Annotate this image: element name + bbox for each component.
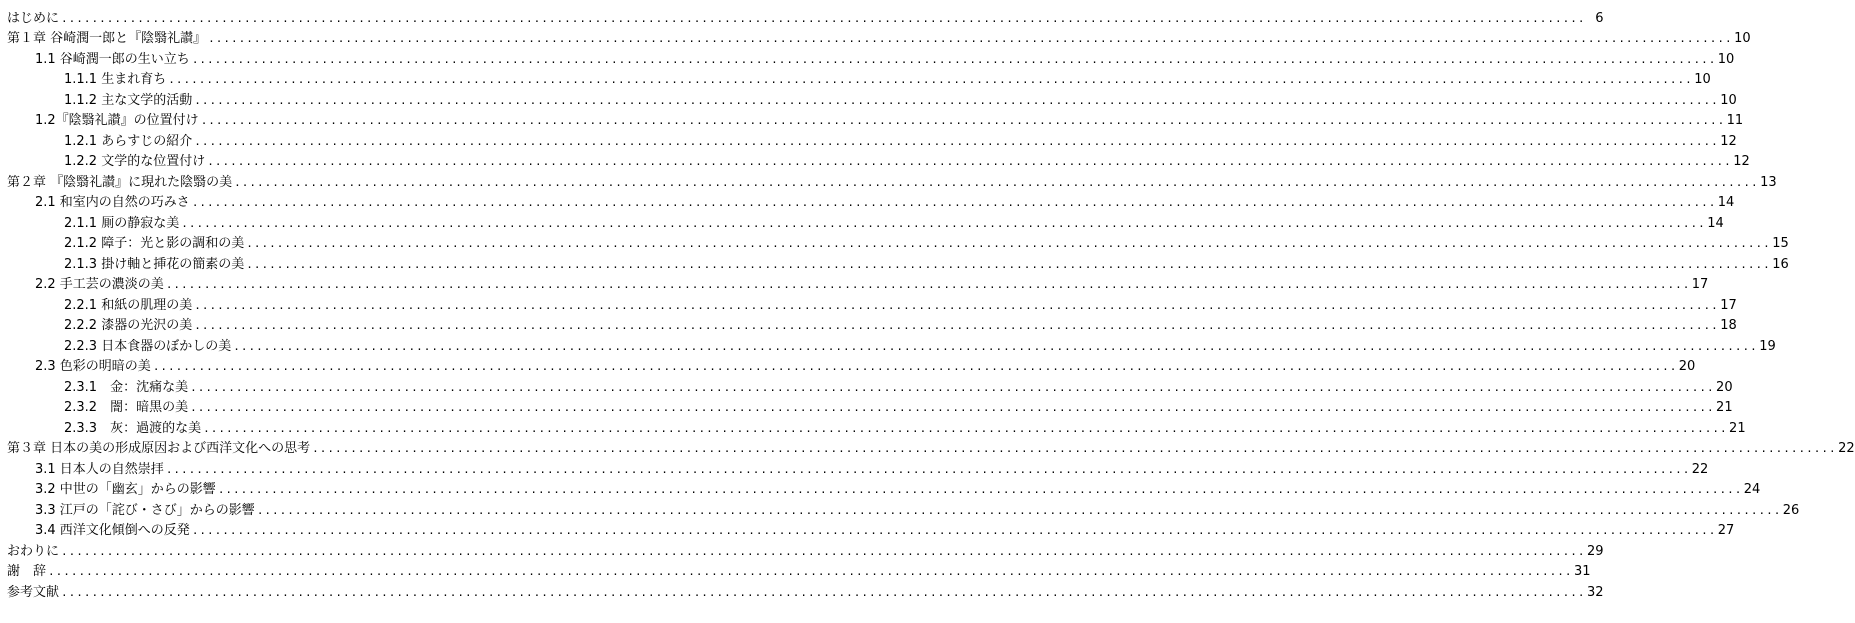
toc-entry-page-number: 16	[1772, 256, 1789, 272]
toc-entry[interactable]	[0, 313, 1737, 334]
toc-dot-leader: ........................................................................................................................................................................................................	[194, 93, 1719, 107]
toc-dot-leader: ........................................................................................................................................................................................................	[61, 585, 1586, 599]
toc-entry[interactable]	[0, 128, 1737, 149]
toc-dot-leader: ........................................................................................................................................................................................................	[256, 503, 1782, 517]
toc-entry[interactable]	[0, 333, 1776, 354]
toc-dot-leader: ........................................................................................................................................................................................................	[191, 524, 1717, 537]
toc-entry-title: 第２章 『陰翳礼讃』に現れた陰翳の美	[7, 174, 233, 190]
toc-entry-page-number: 18	[1720, 318, 1737, 333]
toc-entry[interactable]	[0, 169, 1777, 190]
toc-entry-page-number: 31	[1573, 564, 1591, 579]
toc-entry-title: 3.3 江戸の「詫び・さび」からの影響	[35, 502, 255, 518]
toc-entry[interactable]	[0, 26, 1751, 47]
toc-dot-leader: ........................................................................................................................................................................................................	[203, 421, 1728, 435]
toc-entry-page-number: 11	[1726, 113, 1744, 128]
toc-entry-title: 2.2.2 漆器の光沢の美	[64, 318, 193, 333]
toc-dot-leader: ........................................................................................................................................................................................................	[61, 11, 1586, 25]
toc-entry-title: 3.1 日本人の自然崇拝	[35, 461, 164, 477]
toc-entry-page-number: 21	[1716, 400, 1733, 415]
toc-entry[interactable]	[0, 149, 1750, 170]
toc-entry-title: 2.1 和室内の自然の巧みさ	[35, 195, 190, 210]
toc-entry[interactable]	[0, 87, 1737, 108]
toc-dot-leader: ........................................................................................................................................................................................................	[194, 134, 1719, 148]
toc-entry-title: 第３章 日本の美の形成原因および西洋文化への思考	[7, 441, 311, 456]
toc-entry-page-number: 10	[1694, 72, 1711, 87]
toc-dot-leader: ........................................................................................................................................................................................................	[61, 544, 1586, 558]
toc-dot-leader: ........................................................................................................................................................................................................	[48, 565, 1573, 578]
toc-entry[interactable]	[0, 354, 1696, 375]
toc-dot-leader: ........................................................................................................................................................................................................	[217, 483, 1743, 496]
toc-dot-leader: ........................................................................................................................................................................................................	[234, 175, 1759, 189]
toc-dot-leader: ........................................................................................................................................................................................................	[312, 442, 1837, 455]
toc-entry-page-number: 12	[1720, 133, 1737, 149]
toc-entry-title: 2.3.2 闇：暗黒の美	[64, 400, 189, 415]
toc-entry-page-number: 29	[1586, 543, 1604, 559]
toc-entry-page-number: 27	[1717, 523, 1735, 538]
toc-entry[interactable]	[0, 67, 1711, 88]
toc-entry[interactable]	[0, 190, 1735, 211]
toc-entry-title: 2.2.1 和紙の肌理の美	[64, 297, 193, 313]
toc-entry-title: 1.2.1 あらすじの紹介	[64, 133, 193, 149]
toc-entry[interactable]	[0, 559, 1591, 580]
toc-dot-leader: ........................................................................................................................................................................................................	[191, 196, 1717, 209]
table-of-contents	[0, 5, 1855, 600]
toc-dot-leader: ........................................................................................................................................................................................................	[208, 32, 1733, 45]
toc-dot-leader: ........................................................................................................................................................................................................	[190, 401, 1715, 414]
toc-entry-page-number: 20	[1716, 379, 1733, 395]
toc-dot-leader: ........................................................................................................................................................................................................	[246, 257, 1771, 271]
toc-entry-page-number: 17	[1720, 297, 1737, 313]
toc-entry-title: 3.4 西洋文化傾倒への反発	[35, 523, 190, 538]
toc-entry-page-number: 13	[1760, 174, 1777, 190]
toc-entry-title: 2.1.1 厠の静寂な美	[64, 215, 180, 231]
toc-entry-title: 1.2『陰翳礼讃』の位置付け	[35, 113, 199, 128]
toc-entry-page-number: 19	[1759, 338, 1776, 354]
toc-entry-page-number: 17	[1691, 277, 1709, 292]
toc-entry-page-number: 6	[1595, 10, 1604, 26]
toc-dot-leader: ........................................................................................................................................................................................................	[194, 298, 1719, 312]
toc-dot-leader: ........................................................................................................................................................................................................	[246, 237, 1771, 250]
toc-entry[interactable]	[0, 456, 1709, 477]
toc-entry-page-number: 26	[1782, 502, 1800, 518]
toc-entry[interactable]	[0, 231, 1789, 252]
toc-dot-leader: ........................................................................................................................................................................................................	[233, 339, 1758, 353]
toc-entry[interactable]	[0, 538, 1604, 559]
toc-entry[interactable]	[0, 395, 1733, 416]
toc-entry-page-number: 10	[1720, 92, 1737, 108]
toc-entry[interactable]	[0, 579, 1604, 600]
toc-entry[interactable]	[0, 415, 1746, 436]
toc-dot-leader: ........................................................................................................................................................................................................	[168, 73, 1693, 86]
toc-dot-leader: ........................................................................................................................................................................................................	[190, 380, 1715, 394]
toc-entry-title: 2.3 色彩の明暗の美	[35, 359, 151, 374]
toc-entry[interactable]	[0, 374, 1733, 395]
toc-dot-leader: ........................................................................................................................................................................................................	[191, 52, 1717, 66]
toc-entry-title: 2.1.2 障子：光と影の調和の美	[64, 236, 245, 251]
toc-entry[interactable]	[0, 251, 1789, 272]
toc-entry-title: 1.1 谷崎潤一郎の生い立ち	[35, 51, 190, 67]
toc-entry-page-number: 21	[1729, 420, 1746, 436]
toc-entry[interactable]	[0, 518, 1735, 539]
toc-entry-title: 2.2.3 日本食器のぼかしの美	[64, 338, 232, 354]
toc-entry-page-number: 10	[1717, 51, 1735, 67]
toc-entry-page-number: 14	[1717, 195, 1735, 210]
toc-entry-title: 参考文献	[7, 584, 60, 600]
toc-entry[interactable]	[0, 210, 1724, 231]
toc-entry[interactable]	[0, 497, 1800, 518]
toc-entry-page-number: 32	[1586, 584, 1604, 600]
toc-dot-leader: ........................................................................................................................................................................................................	[207, 155, 1732, 168]
toc-entry-page-number: 10	[1734, 31, 1751, 46]
toc-entry-title: 2.1.3 掛け軸と挿花の簡素の美	[64, 256, 245, 272]
toc-dot-leader: ........................................................................................................................................................................................................	[181, 216, 1706, 230]
toc-entry[interactable]	[0, 108, 1744, 129]
toc-entry-title: 1.1.2 主な文学的活動	[64, 92, 193, 108]
toc-entry-title: 謝 辞	[7, 564, 47, 579]
toc-entry[interactable]	[0, 272, 1709, 293]
toc-entry-page-number: 12	[1733, 154, 1750, 169]
toc-entry[interactable]	[0, 292, 1737, 313]
toc-entry-title: 第１章 谷崎潤一郎と『陰翳礼讃』	[7, 31, 207, 46]
toc-entry-title: 2.3.1 金：沈痛な美	[64, 379, 189, 395]
toc-entry[interactable]	[0, 46, 1735, 67]
toc-entry-title: はじめに	[7, 10, 60, 26]
toc-dot-leader: ........................................................................................................................................................................................................	[165, 278, 1691, 291]
toc-entry-page-number: 24	[1743, 482, 1761, 497]
toc-dot-leader: ........................................................................................................................................................................................................	[152, 360, 1678, 373]
toc-entry-title: 2.2 手工芸の濃淡の美	[35, 277, 164, 292]
toc-entry-title: 1.1.1 生まれ育ち	[64, 72, 167, 87]
toc-entry-title: 3.2 中世の「幽玄」からの影響	[35, 482, 216, 497]
toc-entry-title: 1.2.2 文学的な位置付け	[64, 154, 206, 169]
toc-entry-page-number: 22	[1691, 461, 1709, 477]
toc-entry-title: おわりに	[7, 543, 60, 559]
toc-entry[interactable]	[0, 477, 1761, 498]
toc-entry-page-number: 22	[1838, 441, 1855, 456]
toc-entry-page-number: 15	[1772, 236, 1789, 251]
toc-entry[interactable]	[0, 436, 1855, 457]
toc-entry-title: 2.3.3 灰：過渡的な美	[64, 420, 202, 436]
toc-entry[interactable]	[0, 5, 1604, 26]
toc-dot-leader: ........................................................................................................................................................................................................	[200, 114, 1726, 127]
toc-dot-leader: ........................................................................................................................................................................................................	[165, 462, 1691, 476]
toc-entry-page-number: 14	[1707, 215, 1724, 231]
toc-dot-leader: ........................................................................................................................................................................................................	[194, 319, 1719, 332]
toc-entry-page-number: 20	[1678, 359, 1696, 374]
